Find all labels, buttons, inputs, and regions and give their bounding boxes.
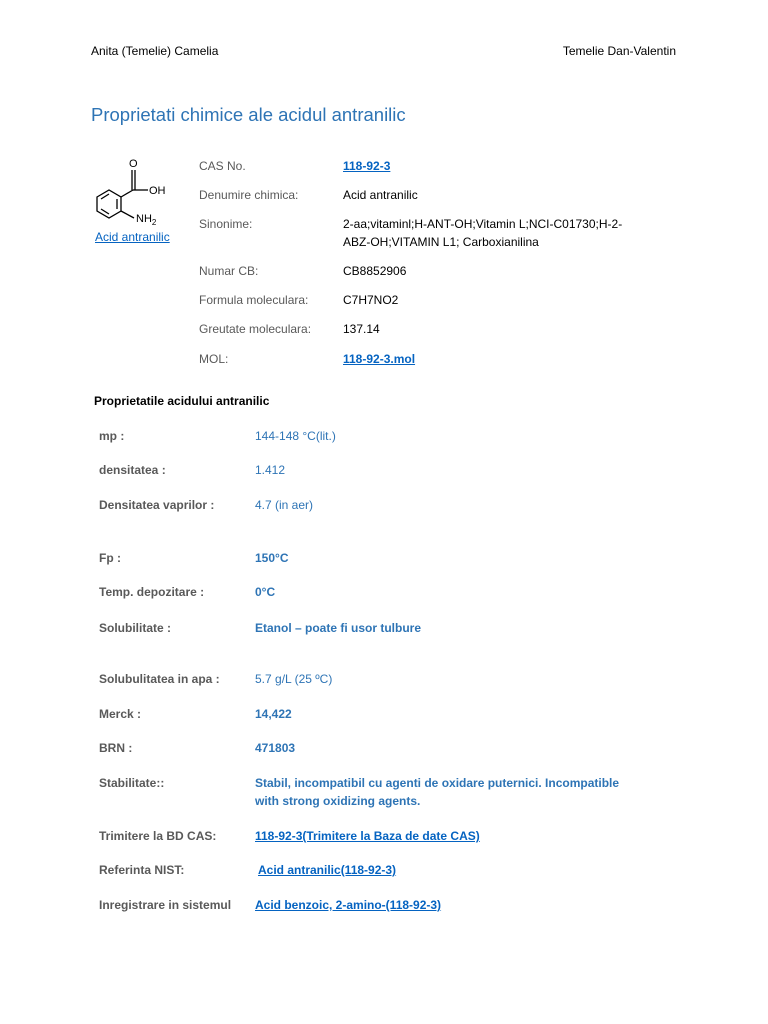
mol-file-link[interactable]: 118-92-3.mol xyxy=(343,352,416,366)
formula-label: Formula moleculara: xyxy=(199,293,309,307)
registry-label: Inregistrare in sistemul xyxy=(99,898,232,912)
molecule-structure-image xyxy=(92,154,187,230)
weight-label: Greutate moleculara: xyxy=(199,322,312,336)
properties-heading: Proprietatile acidului antranilic xyxy=(94,394,270,408)
nist-label: Referinta NIST: xyxy=(99,863,185,877)
name-value: Acid antranilic xyxy=(343,188,418,202)
nist-link[interactable]: Acid antranilic(118-92-3) xyxy=(258,863,397,877)
water-solubility-label: Solubulitatea in apa : xyxy=(99,672,220,686)
storage-temp-value: 0°C xyxy=(255,585,276,599)
mp-label: mp : xyxy=(99,429,125,443)
vapor-density-value: 4.7 (in aer) xyxy=(255,498,314,512)
cas-ref-link[interactable]: 118-92-3(Trimitere la Baza de date CAS) xyxy=(255,829,480,843)
solubility-value: Etanol – poate fi usor tulbure xyxy=(255,621,422,635)
mp-value: 144-148 °C(lit.) xyxy=(255,429,336,443)
cas-link[interactable]: 118-92-3 xyxy=(343,159,391,173)
formula-value: C7H7NO2 xyxy=(343,293,399,307)
synonyms-value: 2-aa;vitaminl;H-ANT-OH;Vitamin L;NCI-C01730;H-2-ABZ-OH;VITAMIN L1; Carboxianilina xyxy=(343,217,623,249)
brn-value: 471803 xyxy=(255,741,296,755)
name-label: Denumire chimica: xyxy=(199,188,299,202)
solubility-label: Solubilitate : xyxy=(99,621,171,635)
merck-label: Merck : xyxy=(99,707,142,721)
density-label: densitatea : xyxy=(99,463,166,477)
synonyms-label: Sinonime: xyxy=(199,217,253,231)
molecule-oh-label: OH xyxy=(149,185,166,197)
molecule-caption-link[interactable]: Acid antranilic xyxy=(95,230,170,244)
flash-point-value: 150°C xyxy=(255,551,289,565)
mol-label: MOL: xyxy=(199,352,229,366)
registry-link[interactable]: Acid benzoic, 2-amino-(118-92-3) xyxy=(255,898,442,912)
header-right-author: Temelie Dan-Valentin xyxy=(562,44,676,58)
cas-ref-label: Trimitere la BD CAS: xyxy=(99,829,217,843)
water-solubility-value: 5.7 g/L (25 ºC) xyxy=(255,672,333,686)
brn-label: BRN : xyxy=(99,741,133,755)
weight-value: 137.14 xyxy=(343,322,380,336)
cb-value: CB8852906 xyxy=(343,264,407,278)
molecule-nh2-label: $NH_2$ xyxy=(136,213,157,227)
molecule-o-label: O xyxy=(129,158,138,170)
cas-label: CAS No. xyxy=(199,159,246,173)
vapor-density-label: Densitatea vaprilor : xyxy=(99,498,215,512)
flash-point-label: Fp : xyxy=(99,551,121,565)
cb-label: Numar CB: xyxy=(199,264,259,278)
storage-temp-label: Temp. depozitare : xyxy=(99,585,205,599)
page-title: Proprietati chimice ale acidul antranilic xyxy=(91,104,406,125)
header-left-author: Anita (Temelie) Camelia xyxy=(91,44,219,58)
stability-value: Stabil, incompatibil cu agenti de oxidare puternici. Incompatible with strong oxidizing agents. xyxy=(255,776,620,808)
merck-value: 14,422 xyxy=(255,707,292,721)
stability-label: Stabilitate:: xyxy=(99,776,165,790)
density-value: 1.412 xyxy=(255,463,286,477)
